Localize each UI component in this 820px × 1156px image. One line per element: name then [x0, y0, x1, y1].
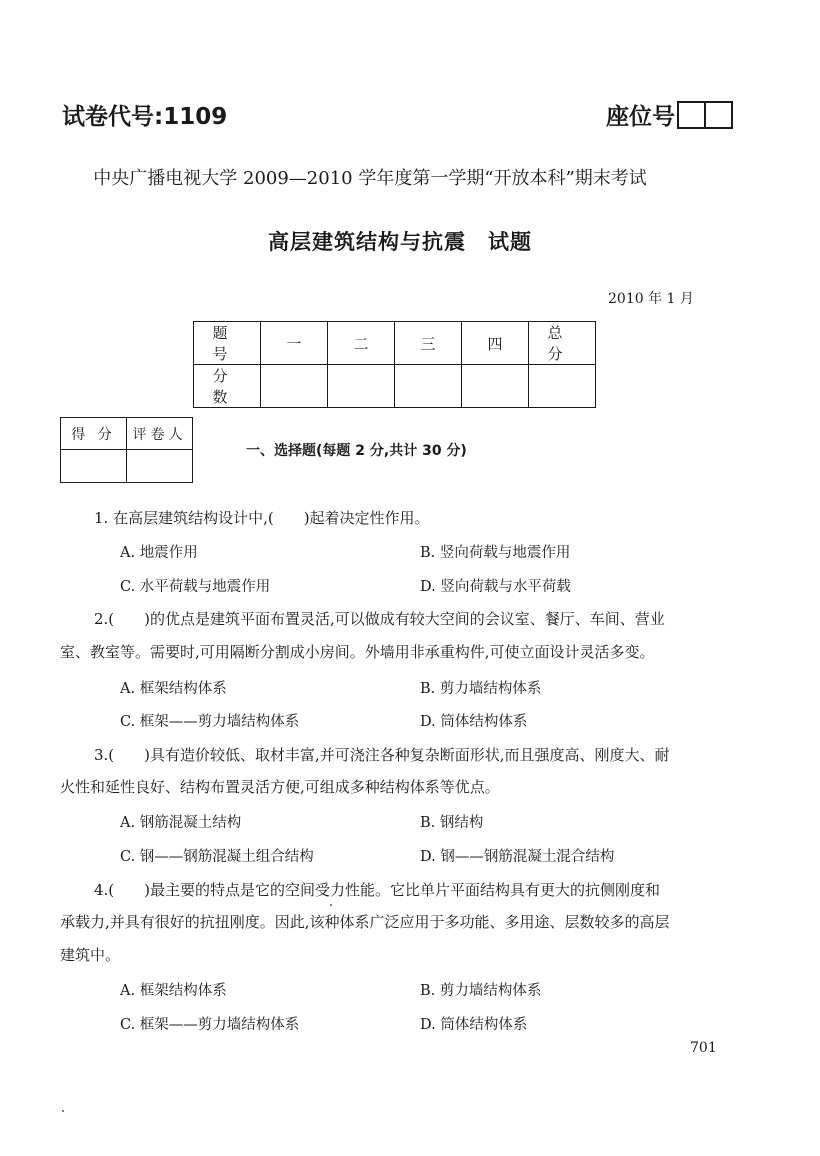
question-4-option-d: D. 筒体结构体系: [420, 1017, 528, 1033]
question-1-option-a: A. 地震作用: [120, 545, 198, 561]
page-number: 701: [690, 1040, 717, 1056]
question-2-option-d: D. 筒体结构体系: [420, 714, 528, 730]
grader-name-label: 评卷人: [127, 418, 193, 450]
grader-name-cell: [127, 450, 193, 483]
score-table-cell: 题 号: [194, 322, 261, 365]
question-1-option-d: D. 竖向荷载与水平荷载: [420, 579, 571, 595]
question-4-option-a: A. 框架结构体系: [120, 983, 227, 999]
scan-speck: [330, 904, 332, 906]
score-table-cell: 总 分: [529, 322, 596, 365]
question-3-text: 3.( )具有造价较低、取材丰富,并可浇注各种复杂断面形状,而且强度高、刚度大、耐: [94, 746, 670, 764]
question-3-option-a: A. 钢筋混凝土结构: [120, 815, 242, 831]
seat-number-boxes: [677, 101, 733, 129]
question-3-option-b: B. 钢结构: [420, 815, 484, 831]
question-2-text: 2.( )的优点是建筑平面布置灵活,可以做成有较大空间的会议室、餐厅、车间、营业: [94, 610, 665, 628]
exam-title: 高层建筑结构与抗震 试题: [268, 230, 532, 254]
question-4-option-c: C. 框架——剪力墙结构体系: [120, 1017, 300, 1033]
question-2-text-cont: 室、教室等。需要时,可用隔断分割成小房间。外墙用非承重构件,可使立面设计灵活多变。: [60, 643, 655, 661]
question-2-option-c: C. 框架——剪力墙结构体系: [120, 714, 300, 730]
grader-score-cell: [61, 450, 127, 483]
seat-number-field: [606, 98, 733, 131]
score-table-cell: 一: [261, 322, 328, 365]
score-input-cell: [261, 365, 328, 408]
question-4-text-cont: 承载力,并具有很好的抗扭刚度。因此,该种体系广泛应用于多功能、多用途、层数较多的高层: [60, 913, 670, 931]
score-input-cell: [462, 365, 529, 408]
section-title: 一、选择题(每题 2 分,共计 30 分): [246, 443, 467, 459]
score-input-cell: [395, 365, 462, 408]
question-4-text-cont-2: 建筑中。: [60, 946, 121, 964]
score-table-cell: 三: [395, 322, 462, 365]
grader-score-label: 得 分: [61, 418, 127, 450]
question-3-option-c: C. 钢——钢筋混凝土组合结构: [120, 849, 314, 865]
grader-table: [60, 417, 193, 483]
score-input-cell: [328, 365, 395, 408]
score-table-cell: 四: [462, 322, 529, 365]
paper-code: 试卷代号:1109: [62, 104, 228, 130]
question-3-text-cont: 火性和延性良好、结构布置灵活方便,可组成多种结构体系等优点。: [60, 778, 500, 796]
exam-date: 2010 年 1 月: [608, 291, 694, 307]
seat-label: 座位号: [606, 104, 675, 130]
question-1-text: 1. 在高层建筑结构设计中,( )起着决定性作用。: [94, 509, 430, 527]
question-4-text: 4.( )最主要的特点是它的空间受力性能。它比单片平面结构具有更大的抗侧刚度和: [94, 881, 661, 899]
question-2-option-a: A. 框架结构体系: [120, 681, 227, 697]
question-1-option-c: C. 水平荷载与地震作用: [120, 579, 271, 595]
question-1-option-b: B. 竖向荷载与地震作用: [420, 545, 571, 561]
scan-speck: [62, 1110, 64, 1112]
score-table-cell: 分 数: [194, 365, 261, 408]
score-table-cell: 二: [328, 322, 395, 365]
question-3-option-d: D. 钢——钢筋混凝土混合结构: [420, 849, 615, 865]
question-4-option-b: B. 剪力墙结构体系: [420, 983, 542, 999]
score-table: [193, 321, 596, 408]
score-table-header-row: [194, 322, 596, 365]
score-table-score-row: [194, 365, 596, 408]
university-line: 中央广播电视大学 2009—2010 学年度第一学期“开放本科”期末考试: [93, 168, 647, 189]
score-input-cell: [529, 365, 596, 408]
question-2-option-b: B. 剪力墙结构体系: [420, 681, 542, 697]
